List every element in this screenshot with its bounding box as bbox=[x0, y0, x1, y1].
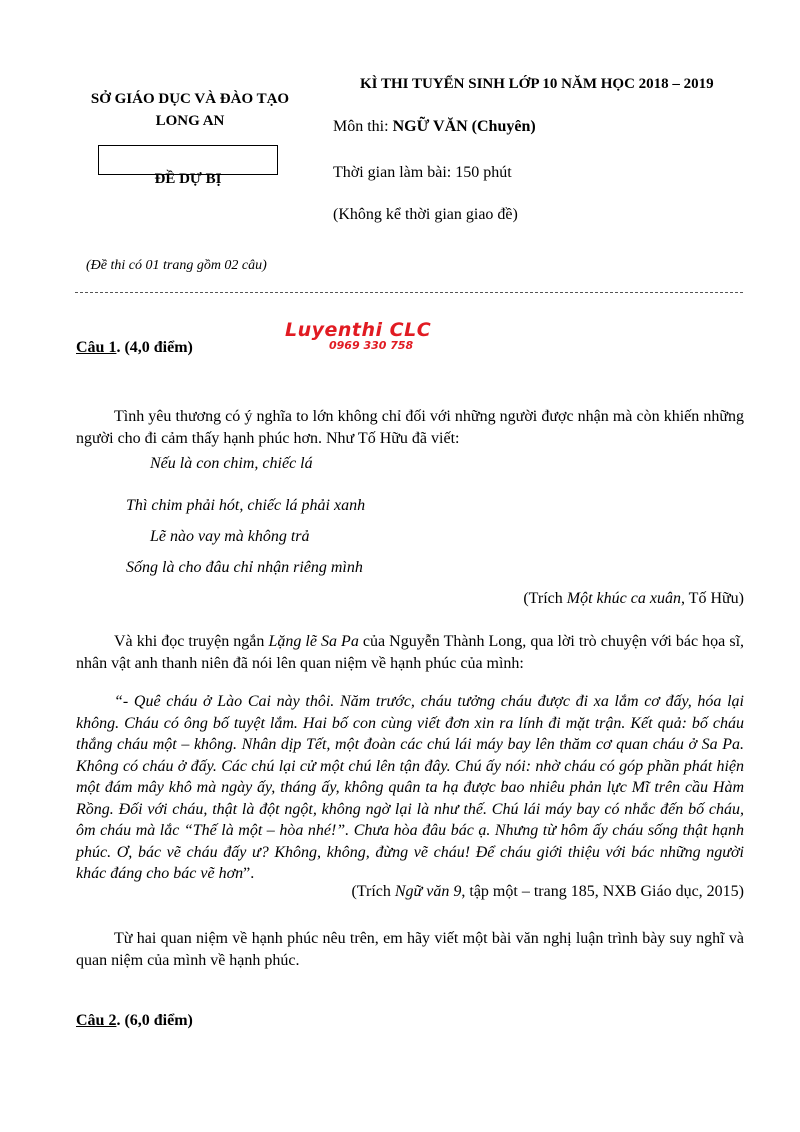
time-limit: Thời gian làm bài: 150 phút bbox=[333, 164, 512, 181]
quote-source-title: Ngữ văn 9 bbox=[394, 883, 462, 900]
poem-line-1: Nếu là con chim, chiếc lá bbox=[150, 455, 313, 472]
question1-heading bbox=[76, 339, 193, 357]
poem-source-title: Một khúc ca xuân bbox=[566, 590, 681, 607]
story-quote bbox=[76, 691, 744, 885]
exam-title: KÌ THI TUYỂN SINH LỚP 10 NĂM HỌC 2018 – 2019 bbox=[360, 76, 714, 92]
question1-intro: Tình yêu thương có ý nghĩa to lớn không chỉ đối với những người được nhận mà còn khiến những người cho đi cảm thấy hạnh phúc hơn. Như Tố Hữu đã viết: bbox=[76, 408, 744, 447]
question1-context bbox=[76, 631, 744, 675]
story-title: Lặng lẽ Sa Pa bbox=[268, 633, 359, 650]
poem-source bbox=[523, 590, 744, 608]
story-quote-text: “- Quê cháu ở Lào Cai này thôi. Năm trước, cháu tưởng cháu được đi xa lắm cơ đấy, hóa lại không. Cháu có ông bố tuyệt lắm. Hai bố con cùng viết đơn xin ra lính đi mặt trận. Kết quả: bố cháu thắng cháu một – không. Nhân dịp Tết, một đoàn các chú lái máy bay lên thăm cơ quan cháu ở Sa Pa. Không có cháu ở đấy. Các chú lại cử một chú lên tận đây. Chú ấy nói: nhờ cháu có góp phần phát hiện một đám mây khô mà ngày ấy, tháng ấy, không quân ta hạ được bao nhiêu phản lực Mĩ trên cầu Hàm Rồng. Đối với cháu, thật là đột ngột, không ngờ lại là như thế. Chú lái máy bay có nhắc đến bố cháu, ôm cháu mà lắc “Thế là một – hòa nhé!”. Chưa hòa đâu bác ạ. Nhưng từ hôm ấy cháu sống thật hạnh phúc. Ơ, bác vẽ cháu đấy ư? Không, không, đừng vẽ cháu! Để cháu giới thiệu với bác những người khác đáng cho bác vẽ hơn bbox=[76, 693, 744, 882]
story-quote-end: ”. bbox=[243, 865, 255, 882]
quote-source-prefix: (Trích bbox=[351, 883, 395, 900]
question1-task: Từ hai quan niệm về hạnh phúc nêu trên, em hãy viết một bài văn nghị luận trình bày suy nghĩ và quan niệm của mình về hạnh phúc. bbox=[76, 930, 744, 969]
question1-label: Câu 1 bbox=[76, 339, 117, 356]
context-text-b: của Nguyễn Thành Long, qua lời trò chuyện với bác họa sĩ, nhân vật anh thanh niên đã nói lên quan niệm về hạnh phúc của mình: bbox=[76, 633, 745, 672]
subject-line bbox=[333, 118, 536, 136]
subject-value: NGỮ VĂN (Chuyên) bbox=[392, 118, 536, 135]
quote-source bbox=[351, 883, 744, 901]
subject-label: Môn thi: bbox=[333, 118, 393, 135]
org-name-line2: LONG AN bbox=[155, 113, 225, 129]
exam-type-label: ĐỀ DỰ BỊ bbox=[154, 171, 222, 187]
poem-line-3: Lẽ nào vay mà không trả bbox=[150, 528, 310, 545]
question1-score: . (4,0 điểm) bbox=[116, 339, 193, 356]
watermark-brand: Luyenthi CLC bbox=[285, 319, 432, 341]
watermark-logo bbox=[285, 320, 431, 352]
quote-source-suffix: , tập một – trang 185, NXB Giáo dục, 2015) bbox=[461, 883, 744, 900]
watermark-phone: 0969 330 758 bbox=[329, 339, 414, 352]
time-note: (Không kể thời gian giao đề) bbox=[333, 206, 518, 223]
question2-score: . (6,0 điểm) bbox=[116, 1012, 193, 1029]
issuing-organization bbox=[60, 88, 320, 132]
org-name-line1: SỞ GIÁO DỤC VÀ ĐÀO TẠO bbox=[90, 91, 290, 107]
poem-line-4: Sống là cho đâu chỉ nhận riêng mình bbox=[126, 559, 363, 576]
question2-label: Câu 2 bbox=[76, 1012, 117, 1029]
header-divider bbox=[75, 292, 743, 293]
question2-heading bbox=[76, 1012, 193, 1030]
poem-source-prefix: (Trích bbox=[523, 590, 567, 607]
poem-line-2: Thì chim phải hót, chiếc lá phải xanh bbox=[126, 497, 366, 514]
page-note: (Đề thi có 01 trang gồm 02 câu) bbox=[86, 258, 267, 273]
context-text-a: Và khi đọc truyện ngắn bbox=[114, 633, 269, 650]
poem-source-suffix: , Tố Hữu) bbox=[680, 590, 744, 607]
